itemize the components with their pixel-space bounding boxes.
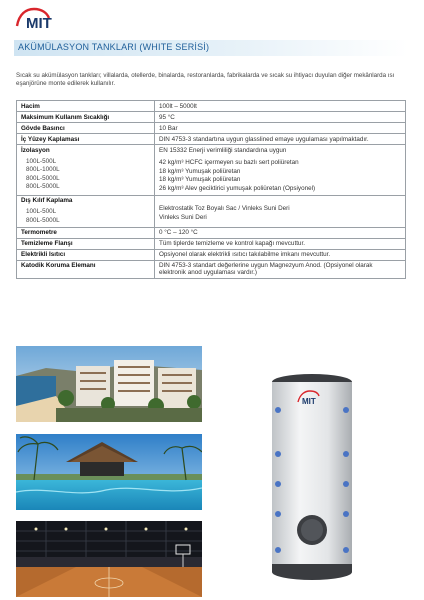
spec-label: Gövde Basıncı: [17, 123, 155, 134]
spec-value: DIN 4753-3 standartına uygun glasslined emaye uygulaması yapılmaktadır.: [155, 134, 406, 145]
brand-logo: [14, 6, 66, 32]
section-title-bar: [14, 40, 408, 56]
insulation-value: 18 kg/m³ Yumuşak poliüretan: [159, 176, 241, 183]
table-row: [17, 101, 406, 112]
spec-label: Elektrikli Isıtıcı: [17, 249, 155, 260]
spec-label: Hacim: [17, 101, 155, 112]
spec-label: Dış Kılıf Kaplama: [21, 197, 73, 204]
spec-value: 10 Bar: [155, 123, 406, 134]
table-row: [17, 112, 406, 123]
size-label: 800L-5000L: [26, 183, 60, 190]
tank-brand: MIT: [302, 397, 316, 406]
sports-hall-photo: [16, 521, 202, 597]
pool-photo: [16, 434, 202, 510]
page-title: AKÜMÜLASYON TANKLARI (WHITE SERİSİ): [18, 42, 210, 52]
insulation-value: 26 kg/m³ Alev geciktirici yumuşak poliüretan (Opsiyonel): [159, 184, 316, 192]
size-label: 100L-500L: [26, 157, 57, 165]
size-label: 800L-5000L: [26, 216, 60, 224]
size-label: 100L-500L: [26, 208, 57, 215]
spec-label: Maksimum Kullanım Sıcaklığı: [17, 112, 155, 123]
table-row: [17, 134, 406, 145]
size-label: 800L-1000L: [26, 166, 60, 173]
intro-text: Sıcak su akümülasyon tankları; villalarda, otellerde, binalarda, restoranlarda, fabrikalarda ve sıcak su ihtiyacı duyulan diğer mekânlarda ısı eşanjörüne monte edilerek kullanılır.: [16, 72, 395, 87]
spec-label: İç Yüzey Kaplaması: [17, 134, 155, 145]
hotel-resort-photo: [16, 346, 202, 422]
outer-value: Vinleks Suni Deri: [159, 213, 207, 221]
spec-value: Opsiyonel olarak elektrikli ısıtıcı takılabilme imkanı mevcuttur.: [155, 249, 406, 260]
table-row: [17, 227, 406, 238]
outer-value: Elektrostatik Toz Boyalı Sac / Vinleks Suni Deri: [159, 205, 290, 212]
spec-value-insulation: [155, 145, 406, 196]
table-row: [17, 123, 406, 134]
spec-value: 100lt – 5000lt: [155, 101, 406, 112]
tank-product-image: [268, 372, 356, 586]
table-row: [17, 260, 406, 278]
spec-label: Katodik Koruma Elemanı: [17, 260, 155, 278]
insulation-value: 18 kg/m³ Yumuşak poliüretan: [159, 167, 241, 175]
size-label: 800L-5000L: [26, 174, 60, 182]
brand-name: MIT: [26, 15, 52, 32]
spec-value-outer: [155, 195, 406, 227]
table-row: [17, 238, 406, 249]
spec-label: Termometre: [17, 227, 155, 238]
table-row: [17, 145, 406, 196]
spec-table: [16, 100, 406, 279]
spec-label: İzolasyon: [21, 146, 50, 154]
table-row: [17, 195, 406, 227]
spec-label: Temizleme Flanşı: [17, 238, 155, 249]
spec-value: Tüm tiplerde temizleme ve kontrol kapağı mevcuttur.: [155, 238, 406, 249]
spec-label-insulation: [17, 145, 155, 196]
spec-label-outer: [17, 195, 155, 227]
spec-value: 95 °C: [155, 112, 406, 123]
insulation-header: EN 15332 Enerji verimliliği standardına uygun: [159, 146, 287, 154]
insulation-value: 42 kg/m³ HCFC içermeyen su bazlı sert poliüretan: [159, 159, 299, 166]
table-row: [17, 249, 406, 260]
spec-value: DIN 4753-3 standart değerlerine uygun Magnezyum Anod. (Opsiyonel olarak elektronik anod uygulaması vardır.): [155, 260, 406, 278]
spec-value: 0 °C – 120 °C: [155, 227, 406, 238]
